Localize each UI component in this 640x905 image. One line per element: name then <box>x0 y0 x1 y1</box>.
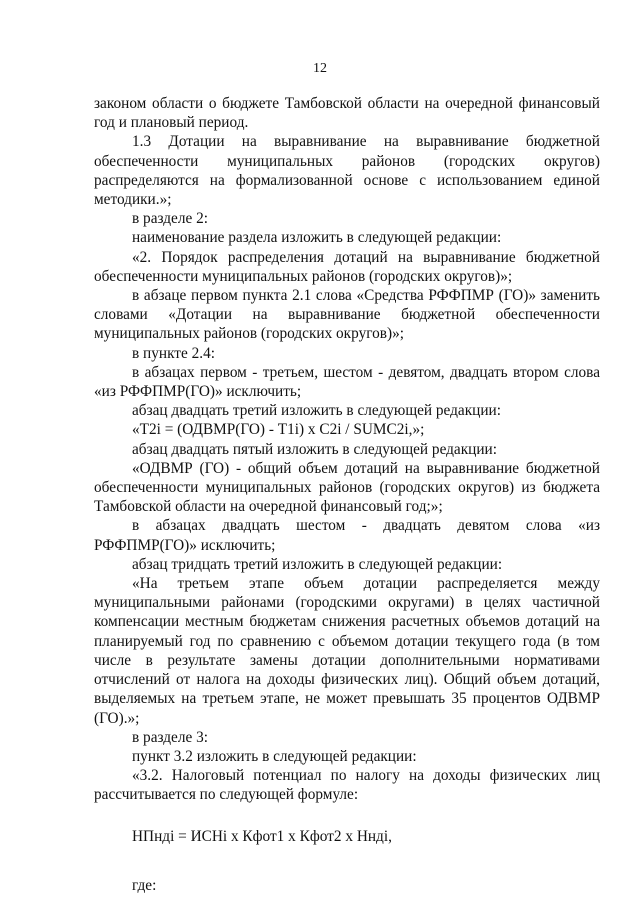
paragraph-3-2: пункт 3.2 изложить в следующей редакции: <box>132 747 417 765</box>
paragraph-abzac-25: абзац двадцать пятый изложить в следующей редакции: <box>132 440 497 458</box>
paragraph-section-3: в разделе 3: <box>132 728 208 746</box>
paragraph-abzac-33: абзац тридцать третий изложить в следующей редакции: <box>132 555 503 573</box>
paragraph-section-2-title: «2. Порядок распределения дотаций на выравнивание бюджетной обеспеченности муниципальных районов (городских округов)»; <box>94 248 600 285</box>
paragraph-3-2-text: «3.2. Налоговый потенциал по налогу на доходы физических лиц рассчитывается по следующей формуле: <box>94 767 600 804</box>
document-body <box>94 94 600 895</box>
paragraph-odvmr: «ОДВМР (ГО) - общий объем дотаций на выравнивание бюджетной обеспеченности муниципальных районов (городских округов) из бюджета Тамбовской области на очередной финансовый год;»; <box>94 459 600 516</box>
paragraph-third-stage: «На третьем этапе объем дотации распределяется между муниципальными районами (городскими округами) в целях частичной компенсации местным бюджетам снижения расчетных объемов дотаций на планируемый год по сравнению с объемом дотации текущего года (в том числе в результате замены дотации дополнительными нормативами отчислений от налога на доходы физических лиц). Общий объем дотаций, выделяемых на третьем этапе, не может превышать 35 процентов ОДВМР (ГО).»; <box>94 575 600 727</box>
paragraph-continuation: законом области о бюджете Тамбовской области на очередной финансовый год и плановый период. <box>94 95 600 132</box>
paragraph-1-3: 1.3 Дотации на выравнивание на выравнивание бюджетной обеспеченности муниципальных районов (городских округов) распределяются на формализованной основе с использованием единой методики.»; <box>94 133 600 209</box>
formula-npnd: НПндi = ИСНi х Кфот1 х Кфот2 х Нндi, <box>132 827 392 845</box>
paragraph-section-name: наименование раздела изложить в следующей редакции: <box>132 229 502 247</box>
where-label: где: <box>132 876 157 894</box>
paragraph-2-1: в абзаце первом пункта 2.1 слова «Средства РФФПМР (ГО)» заменить словами «Дотации на выравнивание бюджетной обеспеченности муниципальных районов (городских округов)»; <box>94 287 600 343</box>
paragraph-2-4: в пункте 2.4: <box>132 344 215 362</box>
paragraph-abzacy-1: в абзацах первом - третьем, шестом - девятом, двадцать втором слова «из РФФПМР(ГО)» исключить; <box>94 363 600 401</box>
paragraph-section-2: в разделе 2: <box>132 210 208 228</box>
paragraph-abzac-23: абзац двадцать третий изложить в следующей редакции: <box>132 402 501 420</box>
paragraph-formula-t2: «Т2i = (ОДВМР(ГО) - Т1i) х С2i / SUMC2i,»; <box>132 421 425 439</box>
page-number: 12 <box>313 61 327 76</box>
paragraph-abzacy-26-29: в абзацах двадцать шестом - двадцать девятом слова «из РФФПМР(ГО)» исключить; <box>94 517 600 554</box>
